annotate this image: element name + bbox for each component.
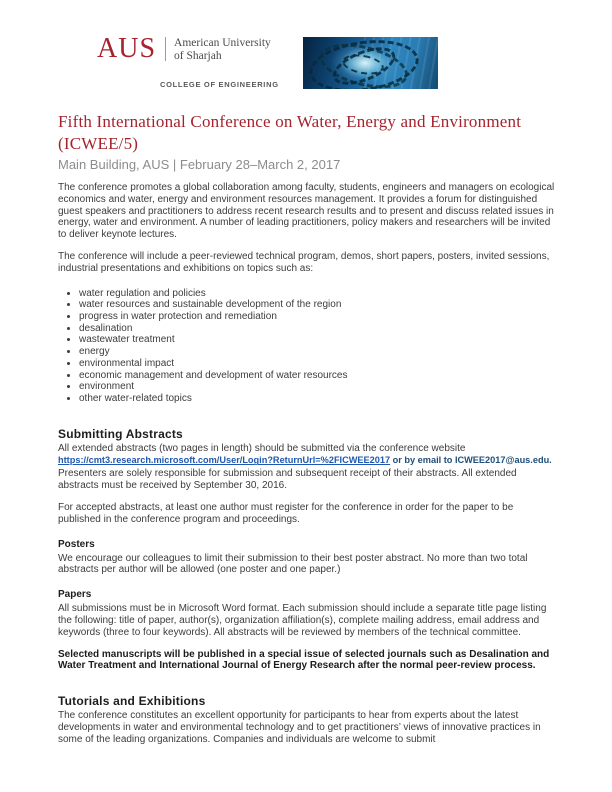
- topic-item: • desalination: [79, 323, 556, 335]
- submission-website-link[interactable]: https://cmt3.research.microsoft.com/User/Login?ReturnUrl=%2FICWEE2017: [58, 455, 391, 466]
- college-label: COLLEGE OF ENGINEERING: [160, 80, 279, 89]
- topic-item: • environment: [79, 381, 556, 393]
- posters-heading: Posters: [58, 538, 95, 550]
- topic-item: • energy: [79, 346, 556, 358]
- topic-item: • other water-related topics: [79, 393, 556, 405]
- topic-item: • progress in water protection and remediation: [79, 311, 556, 323]
- submitting-paragraph-post: Presenters are solely responsible for submission and subsequent receipt of their abstracts. All extended abstracts must be received by September 30, 2016.: [58, 468, 517, 492]
- topics-list: [58, 288, 556, 405]
- logo-divider: [165, 37, 166, 61]
- topic-item: • environmental impact: [79, 358, 556, 370]
- topic-item: • wastewater treatment: [79, 334, 556, 346]
- registration-paragraph: For accepted abstracts, at least one author must register for the conference in order for the paper to be published in the conference program and proceedings.: [58, 502, 514, 525]
- university-name-line1: American University: [174, 37, 271, 49]
- document-body: [58, 111, 556, 746]
- special-issue-note: Selected manuscripts will be published in a special issue of selected journals such as Desalination and Water Treatment and International Journal of Energy Research after the normal peer-review process.: [58, 648, 550, 672]
- aus-logo-acronym: AUS: [97, 33, 157, 64]
- topic-item: • water regulation and policies: [79, 288, 556, 300]
- posters-paragraph: We encourage our colleagues to limit their submission to their best poster abstract. No more than two total abstracts per author will be allowed (one poster and one paper.): [58, 552, 528, 576]
- submitting-abstracts-heading: Submitting Abstracts: [58, 426, 183, 441]
- conference-title: [58, 111, 556, 155]
- conference-title-line1: Fifth International Conference on Water, Energy and Environment: [58, 112, 522, 131]
- submission-link-line: [58, 454, 556, 466]
- tutorials-paragraph: The conference constitutes an excellent opportunity for participants to hear from experts about the latest developments in water and environmental technology and to get practitioners’ views of innovative practices in some of the leading organizations. Companies and individuals are welcome to submit: [58, 710, 541, 745]
- university-name-line2: of Sharjah: [174, 50, 222, 62]
- submission-email-text: or by email to ICWEE2017@aus.edu.: [390, 455, 552, 466]
- intro-paragraph-1: The conference promotes a global collaboration among faculty, students, engineers and managers on ecological economics and water, energy and environment resources management. It provides a forum for distinguished guest speakers and practitioners to address recent research results and to present and discuss related issues in energy, water and environment. A number of leading practitioners, policy makers and researchers will be invited to deliver keynote lectures.: [58, 182, 555, 241]
- submitting-paragraph-pre: All extended abstracts (two pages in length) should be submitted via the conference website: [58, 442, 466, 454]
- papers-heading: Papers: [58, 589, 92, 601]
- venue-and-dates: Main Building, AUS | February 28–March 2, 2017: [58, 157, 341, 172]
- university-name: [174, 34, 271, 64]
- intro-paragraph-2: The conference will include a peer-reviewed technical program, demos, short papers, posters, invited sessions, industrial presentations and exhibitions on topics such as:: [58, 250, 550, 274]
- fish-school-photo: [303, 37, 438, 89]
- topic-item: • economic management and development of water resources: [79, 370, 556, 382]
- aus-logo: [97, 34, 271, 64]
- conference-title-line2: (ICWEE/5): [58, 134, 139, 153]
- papers-paragraph: All submissions must be in Microsoft Word format. Each submission should include a separate title page listing the following: title of paper, author(s), organization affiliation(s), complete mailing address, email address and keywords (three to four keywords). All abstracts will be reviewed by members of the technical committee.: [58, 603, 547, 638]
- topic-item: • water resources and sustainable development of the region: [79, 299, 556, 311]
- tutorials-exhibitions-heading: Tutorials and Exhibitions: [58, 694, 206, 709]
